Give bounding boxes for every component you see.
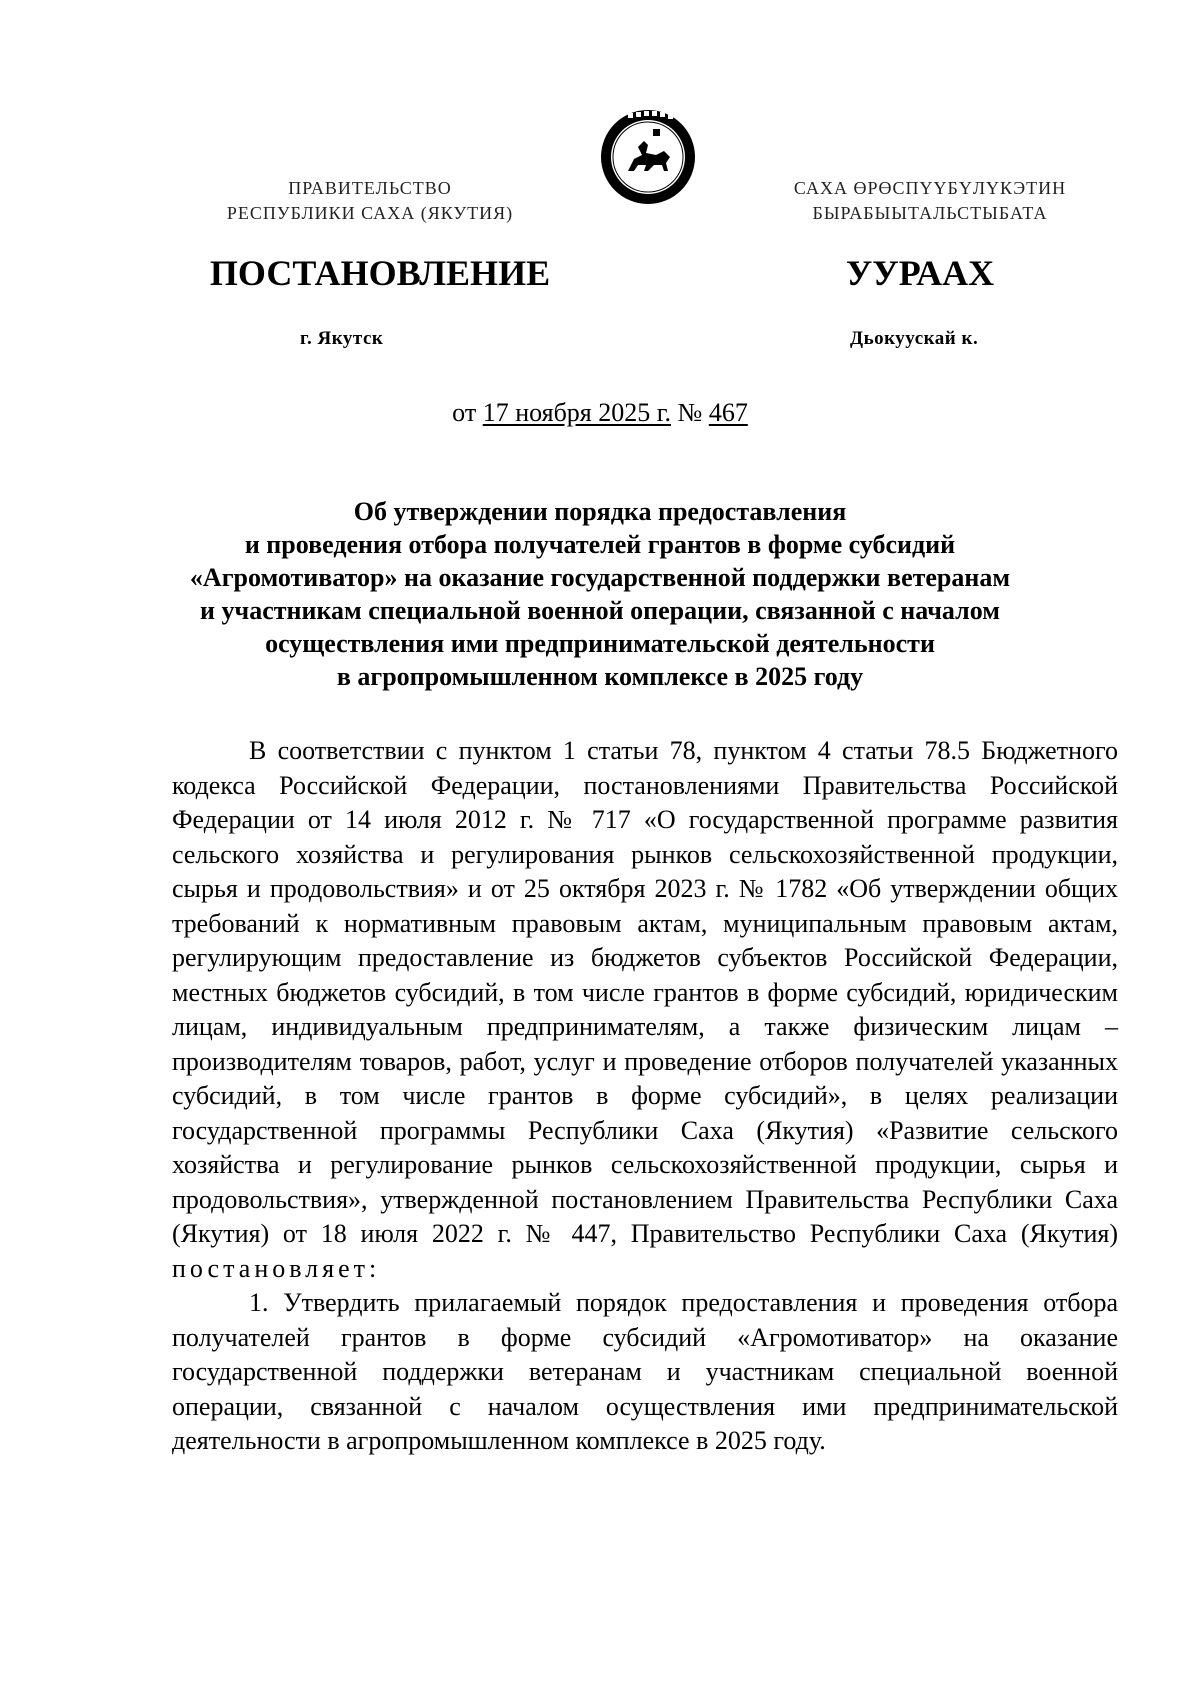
- doc-type-russian: ПОСТАНОВЛЕНИЕ: [209, 253, 551, 293]
- doc-type-sakha: УУРААХ: [845, 253, 995, 293]
- number-sign: №: [677, 398, 703, 427]
- header-right-line-2: БЫРАБЫЫТАЛЬСТЫБАТА: [812, 203, 1048, 223]
- city-sakha: Дьокуускай к.: [850, 328, 979, 349]
- header-left-line-1: ПРАВИТЕЛЬСТВО: [288, 178, 452, 198]
- document-title: [160, 495, 1040, 693]
- title-line: осуществления ими предпринимательской деятельности: [265, 629, 935, 658]
- title-line: «Агромотиватор» на оказание государственной поддержки ветеранам: [189, 563, 1011, 592]
- resolution-verb: постановляет:: [172, 1253, 381, 1283]
- title-line: в агропромышленном комплексе в 2025 году: [336, 662, 864, 691]
- document-date: 17 ноября 2025 г.: [482, 398, 671, 427]
- preamble-paragraph: [172, 734, 1118, 1286]
- header-right-line-1: САХА ӨРӨСПҮҮБҮЛҮКЭТИН: [793, 178, 1067, 198]
- government-name-sakha: [740, 176, 1120, 226]
- date-prefix: от: [452, 398, 477, 427]
- preamble-text: В соответствии с пунктом 1 статьи 78, пунктом 4 статьи 78.5 Бюджетного кодекса Российской Федерации, постановлениями Правительства Российской Федерации от 14 июля 2012 г. № 717 «О государственной программе развития сельского хозяйства и регулирования рынков сельскохозяйственной продукции, сырья и продовольствия» и от 25 октября 2023 г. № 1782 «Об утверждении общих требований к нормативным правовым актам, муниципальным правовым актам, регулирующим предоставление из бюджетов субъектов Российской Федерации, местных бюджетов субсидий, в том числе грантов в форме субсидий, юридическим лицам, индивидуальным предпринимателям, а также физическим лицам – производителям товаров, работ, услуг и проведение отборов получателей указанных субсидий, в том числе грантов в форме субсидий», в целях реализации государственной программы Республики Саха (Якутия) «Развитие сельского хозяйства и регулирование рынков сельскохозяйственной продукции, сырья и продовольствия», утвержденной постановлением Правительства Республики Саха (Якутия) от 18 июля 2022 г. № 447, Правительство Республики Саха (Якутия): [172, 736, 1118, 1248]
- coat-of-arms-emblem: [598, 107, 698, 207]
- header-left-line-2: РЕСПУБЛИКИ САХА (ЯКУТИЯ): [226, 203, 514, 223]
- clause-1-paragraph: 1. Утвердить прилагаемый порядок предоставления и проведения отбора получателей грантов в форме субсидий «Агромотиватор» на оказание государственной поддержки ветеранам и участникам специальной военной операции, связанной с началом осуществления ими предпринимательской деятельности в агропромышленном комплексе в 2025 году.: [172, 1288, 1118, 1455]
- document-number: 467: [708, 398, 748, 427]
- title-line: Об утверждении порядка предоставления: [353, 497, 847, 526]
- document-date-line: [0, 398, 1200, 428]
- government-name-russian: [170, 176, 570, 226]
- document-body: [172, 734, 1118, 1459]
- title-line: и проведения отбора получателей грантов в форме субсидий: [244, 530, 956, 559]
- city-russian: г. Якутск: [300, 328, 384, 349]
- title-line: и участникам специальной военной операции, связанной с началом: [200, 596, 1000, 625]
